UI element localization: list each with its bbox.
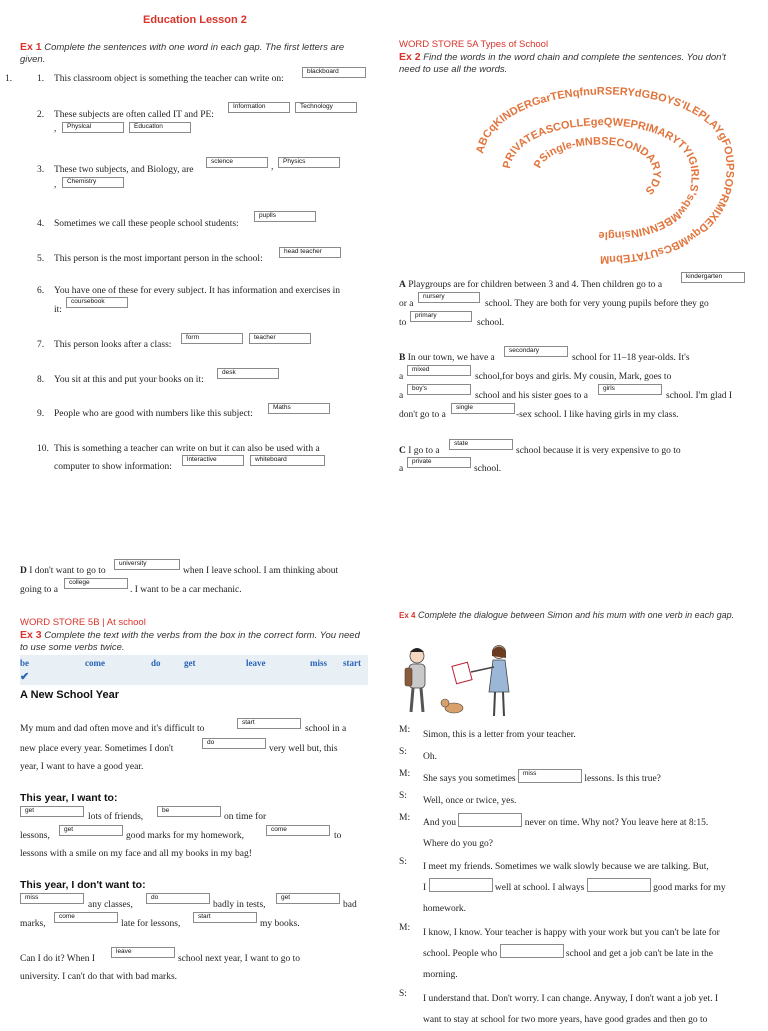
ws5a-A-answer-1[interactable]: kindergarten [681,272,745,283]
ws5a-A-line3b: school. [477,318,505,328]
dialogue-line: And you never on time. Why not? You leave here at 8:15. Where do you go? [423,813,768,855]
ex1-q6-text-b: it: [54,305,62,315]
ws5a-B-line2b: school,for boys and girls. My cousin, Mark, goes to [475,372,672,382]
ex1-answer-5[interactable]: head teacher [279,247,341,258]
verb-start: start [343,658,361,668]
ex1-answer-9[interactable]: Maths [268,403,330,414]
ex1-answer-3c[interactable]: Chemistry [62,177,124,188]
want-line1a: lots of friends, [88,812,144,822]
ws5a-A-line2b: school. They are both for very young pupils before they go [485,299,709,309]
want-line3: lessons with a smile on my face and all my books in my bag! [20,849,252,859]
dialogue-line: Simon, this is a letter from your teacher. [423,730,576,740]
ex1-instruction-block [20,41,350,66]
verb-box [20,655,368,685]
verb-get: get [184,658,196,668]
dialogue-line: She says you sometimes miss lessons. Is this true? [423,770,661,784]
ex1-q9-text: People who are good with numbers like this subject: [54,409,253,419]
ex1-q7-number: 7. [37,340,45,350]
ws5a-B-line3b: school and his sister goes to a [475,391,588,401]
speaker: S: [399,747,407,757]
dont-answer-3[interactable]: get [276,893,340,904]
p3-answer[interactable]: leave [111,947,175,958]
ws5a-B-answer-1[interactable]: secondary [504,346,568,357]
p3-line1b: school next year, I want to go to [178,954,301,964]
story-heading: A New School Year [20,689,120,701]
dialogue [399,725,768,1025]
p1-answer-2[interactable]: do [202,738,266,749]
ex1-answer-7b[interactable]: teacher [249,333,311,344]
dont-line2a: marks, [20,919,46,929]
dont-answer-2[interactable]: do [146,893,210,904]
dont-line2c: my books. [260,919,300,929]
ex2-number: Ex 2 [399,51,421,63]
ws5a-B-answer-3[interactable]: boy's [407,384,471,395]
ws5a-B-answer-2[interactable]: mixed [407,365,471,376]
ex1-q9-number: 9. [37,409,45,419]
want-line1b: on time for [224,812,267,822]
dont-answer-5[interactable]: start [193,912,257,923]
ex1-q4-number: 4. [37,219,45,229]
ex2-instruction: Find the words in the word chain and complete the sentences. You don't need to use all the words. [399,52,726,75]
ws5a-B-answer-4[interactable]: girls [598,384,662,395]
dlg-answer-2[interactable] [458,813,522,827]
ws5a-D-line2b: . I want to be a car mechanic. [130,585,242,595]
word-chain-spiral [465,84,745,264]
speaker: M: [399,923,411,933]
verb-be: be [20,658,29,668]
ws5a-B-answer-5[interactable]: single [451,403,515,414]
ws5a-A-line1: A Playgroups are for children between 3 and 4. Then children go to a [399,280,663,290]
dlg-answer-4[interactable] [587,878,651,892]
ws5a-C-answer-1[interactable]: state [449,439,513,450]
dialogue-line: Well, once or twice, yes. [423,796,517,806]
ex1-answer-2b[interactable]: Technology [295,102,357,113]
ex1-answer-2a[interactable]: Informatlon [228,102,290,113]
ex1-q3-number: 3. [37,165,45,175]
page-title: Education Lesson 2 [143,14,247,26]
want-answer-3[interactable]: get [59,825,123,836]
ex1-instruction: Complete the sentences with one word in each gap. The first letters are given. [20,42,345,65]
verb-do: do [151,658,161,668]
p1-line3: year, I want to have a good year. [20,762,144,772]
ex1-answer-10a[interactable]: lnteractive [182,455,244,466]
ex1-answer-4[interactable]: puplls [254,211,316,222]
ex1-answer-3a[interactable]: sclence [206,157,268,168]
ws5a-B-line1b: school for 11–18 year-olds. It's [572,353,690,363]
ex4-number: Ex 4 [399,611,416,620]
ex1-q6-text-a: You have one of these for every subject. It has information and exercises in [54,286,341,296]
dialogue-line: I meet my friends. Sometimes we walk slowly because we are talking. But, I well at school. I always good marks for my homework. [423,862,726,914]
dont-want-heading: This year, I don't want to: [20,879,146,891]
p1-line1b: school in a [305,724,347,734]
ex4-instruction: Complete the dialogue between Simon and his mum with one verb in each gap. [417,610,735,620]
verb-leave: leave [246,658,266,668]
chain-inner: PSingle-MNBSECONDARYDS [531,135,663,197]
dont-line1a: any classes, [88,900,133,910]
want-heading: This year, I want to: [20,792,118,804]
ex1-answer-2c[interactable]: Physlcal [62,122,124,133]
dialogue-line: I understand that. Don't worry. I can change. Anyway, I don't want a job yet. I want to stay at school for two more years, have good grades and then go to [423,994,719,1025]
ws5a-C-line1a: C I go to a [399,446,440,456]
ex1-q5-number: 5. [37,254,45,264]
dont-line1c: bad [343,900,357,910]
ws5a-C-line2b: school. [474,464,502,474]
dlg-answer-3[interactable] [429,878,493,892]
ws5a-A-answer-3[interactable]: primary [410,311,472,322]
ex1-number: Ex 1 [20,41,42,53]
ws5a-B-line3c: school. I'm glad I [666,391,733,401]
dont-answer-4[interactable]: come [54,912,118,923]
ex1-answer-7a[interactable]: form [181,333,243,344]
p1-line2b: very well but, this [269,744,338,754]
chain-middle: PRIVATEASCOLLEgeQWEPRIMARYTYIGIRLS'sqwMBENNINsingle [500,116,701,242]
dialogue-line: I know, I know. Your teacher is happy with your work but you can't be late for school. People who school and get a job can't be late in the morning. [423,928,720,980]
p3-line1a: Can I do it? When I [20,954,96,964]
ex1-q5-text: This person is the most important person in the school: [54,254,263,264]
mum-son-illustration [399,642,524,722]
ex3-instruction-block [20,629,365,654]
ws5a-B-line4b: -sex school. I like having girls in my class. [516,410,679,420]
ws5a-A-line3a: to [399,318,407,328]
ex1-q2-number: 2. [37,110,45,120]
ws5a-B-line3a: a [399,391,404,401]
speaker: M: [399,725,411,735]
ws5a-C-line1b: school because it is very expensive to go to [516,446,681,456]
ws5a-D-line1b: when I leave school. I am thinking about [183,566,339,576]
ws5a-A-answer-2[interactable]: nursery [418,292,480,303]
speaker: S: [399,989,407,999]
p1-line1a: My mum and dad often move and it's difficult to [20,724,205,734]
ex1-answer-1[interactable]: blackboard [302,67,366,78]
ex3-number: Ex 3 [20,629,42,641]
ws5a-D-line2a: going to a [20,585,58,595]
want-line2a: lessons, [20,831,50,841]
dlg-answer-1[interactable]: miss [518,769,582,783]
dont-answer-1[interactable]: miss [20,893,84,904]
ws5a-B-line1a: B In our town, we have a [399,353,495,363]
check-icon: ✔ [20,671,30,683]
speaker: M: [399,769,411,779]
ex1-answer-10b[interactable]: whiteboard [250,455,325,466]
dont-line1b: badly in tests, [213,900,266,910]
ex1-q2-text: These subjects are often called IT and PE: [54,110,214,120]
ex1-answer-2d[interactable]: Educatlon [129,122,191,133]
verb-come: come [85,658,105,668]
ex1-q10-text-b: computer to show information: [54,462,172,472]
ws5a-B-line2a: a [399,372,404,382]
p3-line2: university. I can't do that with bad marks. [20,972,178,982]
ex1-outer-number: 1. [5,74,13,84]
ex1-q7-text: This person looks after a class: [54,340,172,350]
ex1-q8-text: You sit at this and put your books on it: [54,375,204,385]
chain-outer: ABCqKINDERGarTENqfnuRSERYdGBOYS'ILEPLAYgFOUPSOPRMIXEDqwMBCsUTATEbnM [474,85,736,264]
want-line2b: good marks for my homework, [126,831,244,841]
speaker: M: [399,813,411,823]
speaker: S: [399,791,407,801]
ws5a-D-line1a: D I don't want to go to [20,566,106,576]
ex1-q10-text-a: This is something a teacher can write on but it can also be used with a [54,444,320,454]
verb-miss: miss [310,658,328,668]
ws5a-C-answer-2[interactable]: private [407,457,471,468]
ws5a-D-answer-1[interactable]: university [114,559,180,570]
ws5a-D-answer-2[interactable]: college [64,578,128,589]
dont-line2b: late for lessons, [121,919,181,929]
ex1-answer-8[interactable]: desk [217,368,279,379]
ws5b-title: WORD STORE 5B | At school [20,617,146,628]
ws5a-A-line2a: or a [399,299,414,309]
p1-line2a: new place every year. Sometimes I don't [20,744,174,754]
ex1-answer-3b[interactable]: Physics [278,157,340,168]
ex1-q1: 1. [37,74,45,84]
ws5a-C-line2a: a [399,464,404,474]
want-answer-1[interactable]: get [20,806,84,817]
ex3-instruction: Complete the text with the verbs from the box in the correct form. You need to use some verbs twice. [20,630,360,653]
ex1-q10-number: 10. [37,444,49,454]
ex1-q6-number: 6. [37,286,45,296]
ex1-q4-text: Sometimes we call these people school students: [54,219,239,229]
ex1-answer-6[interactable]: coursebook [66,297,128,308]
ws5a-title: WORD STORE 5A Types of School [399,39,549,50]
p1-answer-1[interactable]: start [237,718,301,729]
ex1-q8-number: 8. [37,375,45,385]
want-answer-4[interactable]: come [266,825,330,836]
want-line2c: to [334,831,342,841]
ex1-q3-text: These two subjects, and Biology, are [54,165,194,175]
ws5a-B-line4a: don't go to a [399,410,446,420]
speaker: S: [399,857,407,867]
dialogue-line: Oh. [423,752,437,762]
dlg-answer-5[interactable] [500,944,564,958]
ex1-q1-text: This classroom object is something the teacher can write on: [54,74,284,84]
ex4-instruction-block [399,609,749,622]
ex2-instruction-block [399,51,749,76]
want-answer-2[interactable]: be [157,806,221,817]
